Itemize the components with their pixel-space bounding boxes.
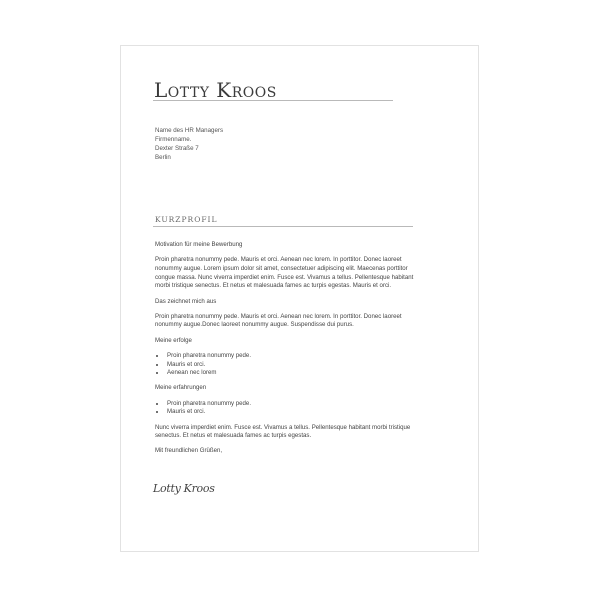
recipient-address bbox=[155, 126, 223, 162]
motivation-label: Motivation für meine Bewerbung bbox=[155, 241, 243, 248]
distinguish-label: Das zeichnet mich aus bbox=[155, 297, 217, 305]
recipient-line: Berlin bbox=[155, 154, 171, 161]
letter-body bbox=[155, 241, 417, 463]
section-divider bbox=[153, 226, 413, 227]
applicant-name: Lotty Kroos bbox=[154, 78, 277, 102]
list-item: • Aenean nec lorem bbox=[166, 369, 417, 378]
section-title: KURZPROFIL bbox=[155, 215, 218, 224]
experience-list bbox=[155, 400, 417, 417]
recipient-line: Firmenname. bbox=[155, 136, 192, 143]
letter-page bbox=[120, 45, 479, 552]
recipient-line: Dexter Straße 7 bbox=[155, 145, 199, 152]
experience-label: Meine erfahrungen bbox=[155, 384, 207, 392]
name-divider bbox=[153, 100, 393, 101]
paragraph: Nunc viverra imperdiet enim. Fusce est. Vivamus a tellus. Pellentesque habitant morbi tristique senectus. Et netus et malesuada fames ac turpis egestas. bbox=[155, 423, 411, 440]
list-item: • Proin pharetra nonummy pede. bbox=[166, 352, 417, 361]
signature: Lotty Kroos bbox=[153, 482, 215, 495]
recipient-line: Name des HR Managers bbox=[155, 127, 224, 134]
list-item: • Mauris et orci. bbox=[166, 361, 417, 370]
list-item: • Proin pharetra nonummy pede. bbox=[166, 400, 417, 409]
successes-label: Meine erfolge bbox=[155, 336, 192, 344]
paragraph: Proin pharetra nonummy pede. Mauris et orci. Aenean nec lorem. In porttitor. Donec laoreet nonummy augue. Lorem ipsum dolor sit amet, consectetuer adipiscing elit. Maecenas porttitor congue massa. Nunc viverra imperdiet enim. Fusce est. Vivamus a tellus. Pellentesque habitant morbi tristique senectus. Et netus et malesuada fames ac turpis egestas. Mauris et orci. bbox=[155, 256, 414, 290]
list-item: • Mauris et orci. bbox=[166, 408, 417, 417]
closing: Mit freundlichen Grüßen, bbox=[155, 447, 223, 455]
successes-list bbox=[155, 352, 417, 378]
paragraph: Proin pharetra nonummy pede. Mauris et orci. Aenean nec lorem. In porttitor. Donec laoreet nonummy augue.Donec laoreet nonummy augue. Suspendisse dui purus. bbox=[155, 312, 402, 329]
